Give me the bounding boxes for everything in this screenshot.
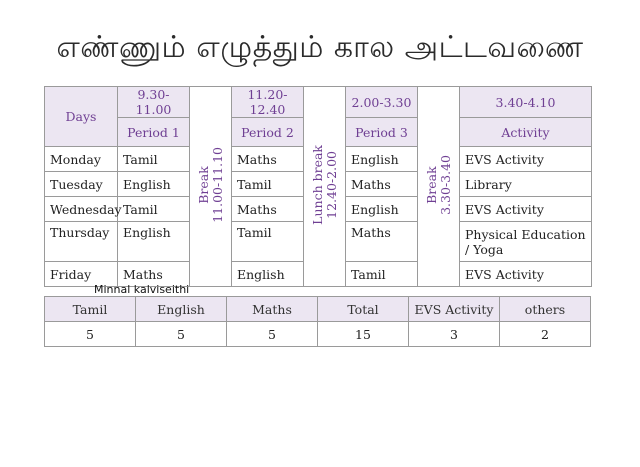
day-cell: Thursday [45,222,118,262]
period-1-cell: English [118,172,190,197]
summary-value: 2 [500,322,591,347]
activity-cell: EVS Activity [460,147,592,172]
summary-header: Maths [227,297,318,322]
day-cell: Wednesday [45,197,118,222]
summary-header-row [45,297,591,322]
summary-header: English [136,297,227,322]
summary-value-row [45,322,591,347]
break-2-cell [418,87,460,287]
lunch-break-cell [304,87,346,287]
summary-table [44,296,591,347]
summary-value: 15 [318,322,409,347]
period-2-cell: Maths [232,197,304,222]
day-cell: Tuesday [45,172,118,197]
period-2-cell: Tamil [232,222,304,262]
activity-cell: EVS Activity [460,262,592,287]
day-cell: Friday [45,262,118,287]
period-1-cell: Tamil [118,197,190,222]
summary-value: 5 [136,322,227,347]
page-title: எண்ணும் எழுத்தும் கால அட்டவணை [56,30,584,65]
lunch-break-label: Lunch break 12.40-2.00 [309,145,339,225]
credit-text: Minnal kalviseithi [94,283,190,296]
time-activity: 3.40-4.10 [460,87,592,118]
summary-value: 5 [227,322,318,347]
period-3-cell: Maths [346,222,418,262]
activity-cell: Library [460,172,592,197]
period-3-cell: Maths [346,172,418,197]
time-period-1: 9.30-11.00 [118,87,190,118]
period-2-cell: Tamil [232,172,304,197]
period-1-header: Period 1 [118,118,190,147]
summary-header: Tamil [45,297,136,322]
period-2-cell: English [232,262,304,287]
activity-header: Activity [460,118,592,147]
period-3-header: Period 3 [346,118,418,147]
time-period-2: 11.20-12.40 [232,87,304,118]
break-2-label: Break 3.30-3.40 [423,155,453,215]
period-2-cell: Maths [232,147,304,172]
activity-cell: Physical Education / Yoga [460,222,592,262]
timetable [44,86,592,287]
summary-value: 5 [45,322,136,347]
period-1-cell: English [118,222,190,262]
summary-header: Total [318,297,409,322]
break-1-cell [190,87,232,287]
day-cell: Monday [45,147,118,172]
break-1-label: Break 11.00-11.10 [195,147,225,223]
time-period-3: 2.00-3.30 [346,87,418,118]
summary-header: others [500,297,591,322]
period-1-cell: Maths [118,262,190,287]
days-header: Days [45,87,118,147]
summary-header: EVS Activity [409,297,500,322]
activity-cell: EVS Activity [460,197,592,222]
period-3-cell: Tamil [346,262,418,287]
period-3-cell: English [346,197,418,222]
period-2-header: Period 2 [232,118,304,147]
period-1-cell: Tamil [118,147,190,172]
period-3-cell: English [346,147,418,172]
summary-value: 3 [409,322,500,347]
